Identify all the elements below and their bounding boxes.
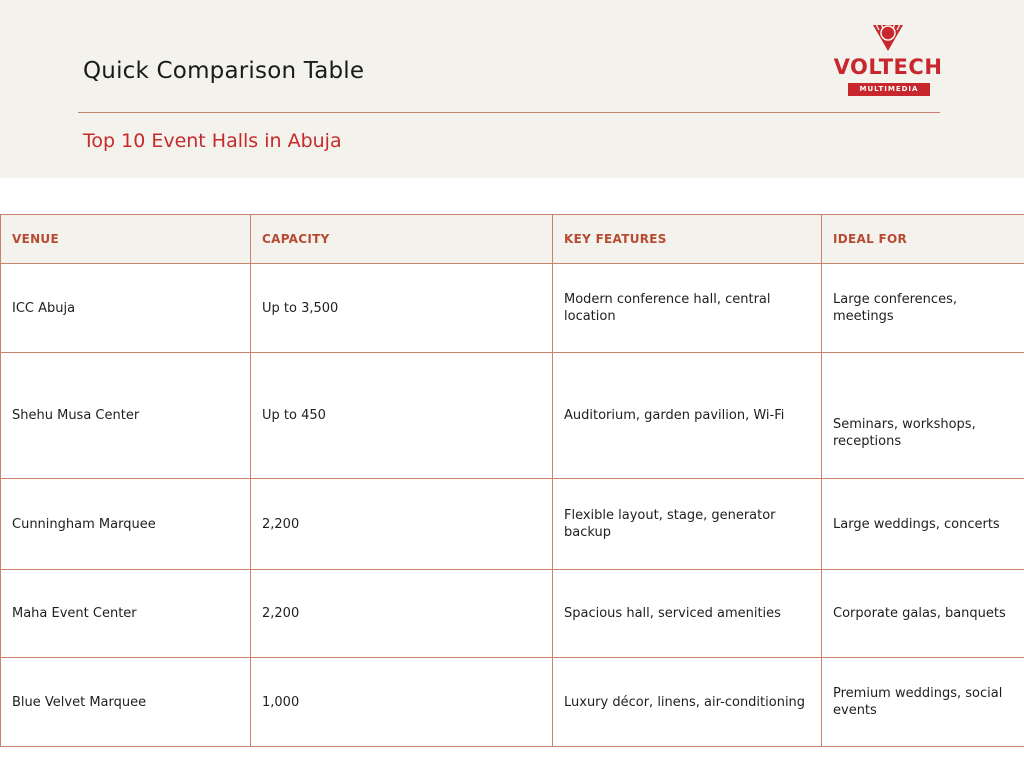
features-cell: Modern conference hall, central location	[553, 264, 822, 353]
features-cell: Luxury décor, linens, air-conditioning	[553, 658, 822, 747]
features-cell: Auditorium, garden pavilion, Wi-Fi	[553, 353, 822, 479]
logo-tagline: MULTIMEDIA	[848, 83, 930, 96]
venue-cell: Maha Event Center	[1, 570, 251, 658]
ideal-for-cell: Corporate galas, banquets	[822, 570, 1024, 658]
capacity-cell: Up to 3,500	[251, 264, 553, 353]
logo-wordmark: VOLTECH	[833, 55, 943, 79]
column-header-capacity: CAPACITY	[251, 215, 553, 264]
venue-cell: Shehu Musa Center	[1, 353, 251, 479]
ideal-for-cell: Large weddings, concerts	[822, 479, 1024, 570]
column-header-venue: VENUE	[1, 215, 251, 264]
column-header-ideal-for: IDEAL FOR	[822, 215, 1024, 264]
table-row	[1, 658, 1024, 747]
page-title: Quick Comparison Table	[83, 58, 365, 84]
capacity-cell: 1,000	[251, 658, 553, 747]
venue-cell: Cunningham Marquee	[1, 479, 251, 570]
page-subtitle: Top 10 Event Halls in Abuja	[83, 130, 342, 152]
voltech-logo-icon	[872, 22, 904, 52]
capacity-cell: 2,200	[251, 479, 553, 570]
table-row	[1, 479, 1024, 570]
features-cell: Flexible layout, stage, generator backup	[553, 479, 822, 570]
ideal-for-cell: Premium weddings, social events	[822, 658, 1024, 747]
comparison-table	[0, 214, 1024, 747]
voltech-logo	[826, 22, 950, 98]
venue-cell: Blue Velvet Marquee	[1, 658, 251, 747]
ideal-for-cell: Large conferences, meetings	[822, 264, 1024, 353]
column-header-key-features: KEY FEATURES	[553, 215, 822, 264]
ideal-for-cell: Seminars, workshops, receptions	[822, 353, 1024, 479]
table-row	[1, 264, 1024, 353]
features-cell: Spacious hall, serviced amenities	[553, 570, 822, 658]
header-divider	[78, 112, 940, 113]
capacity-cell: 2,200	[251, 570, 553, 658]
page-header	[0, 0, 1024, 178]
capacity-cell: Up to 450	[251, 353, 553, 479]
table-row	[1, 353, 1024, 479]
venue-cell: ICC Abuja	[1, 264, 251, 353]
table-header-row	[1, 215, 1024, 264]
table-row	[1, 570, 1024, 658]
